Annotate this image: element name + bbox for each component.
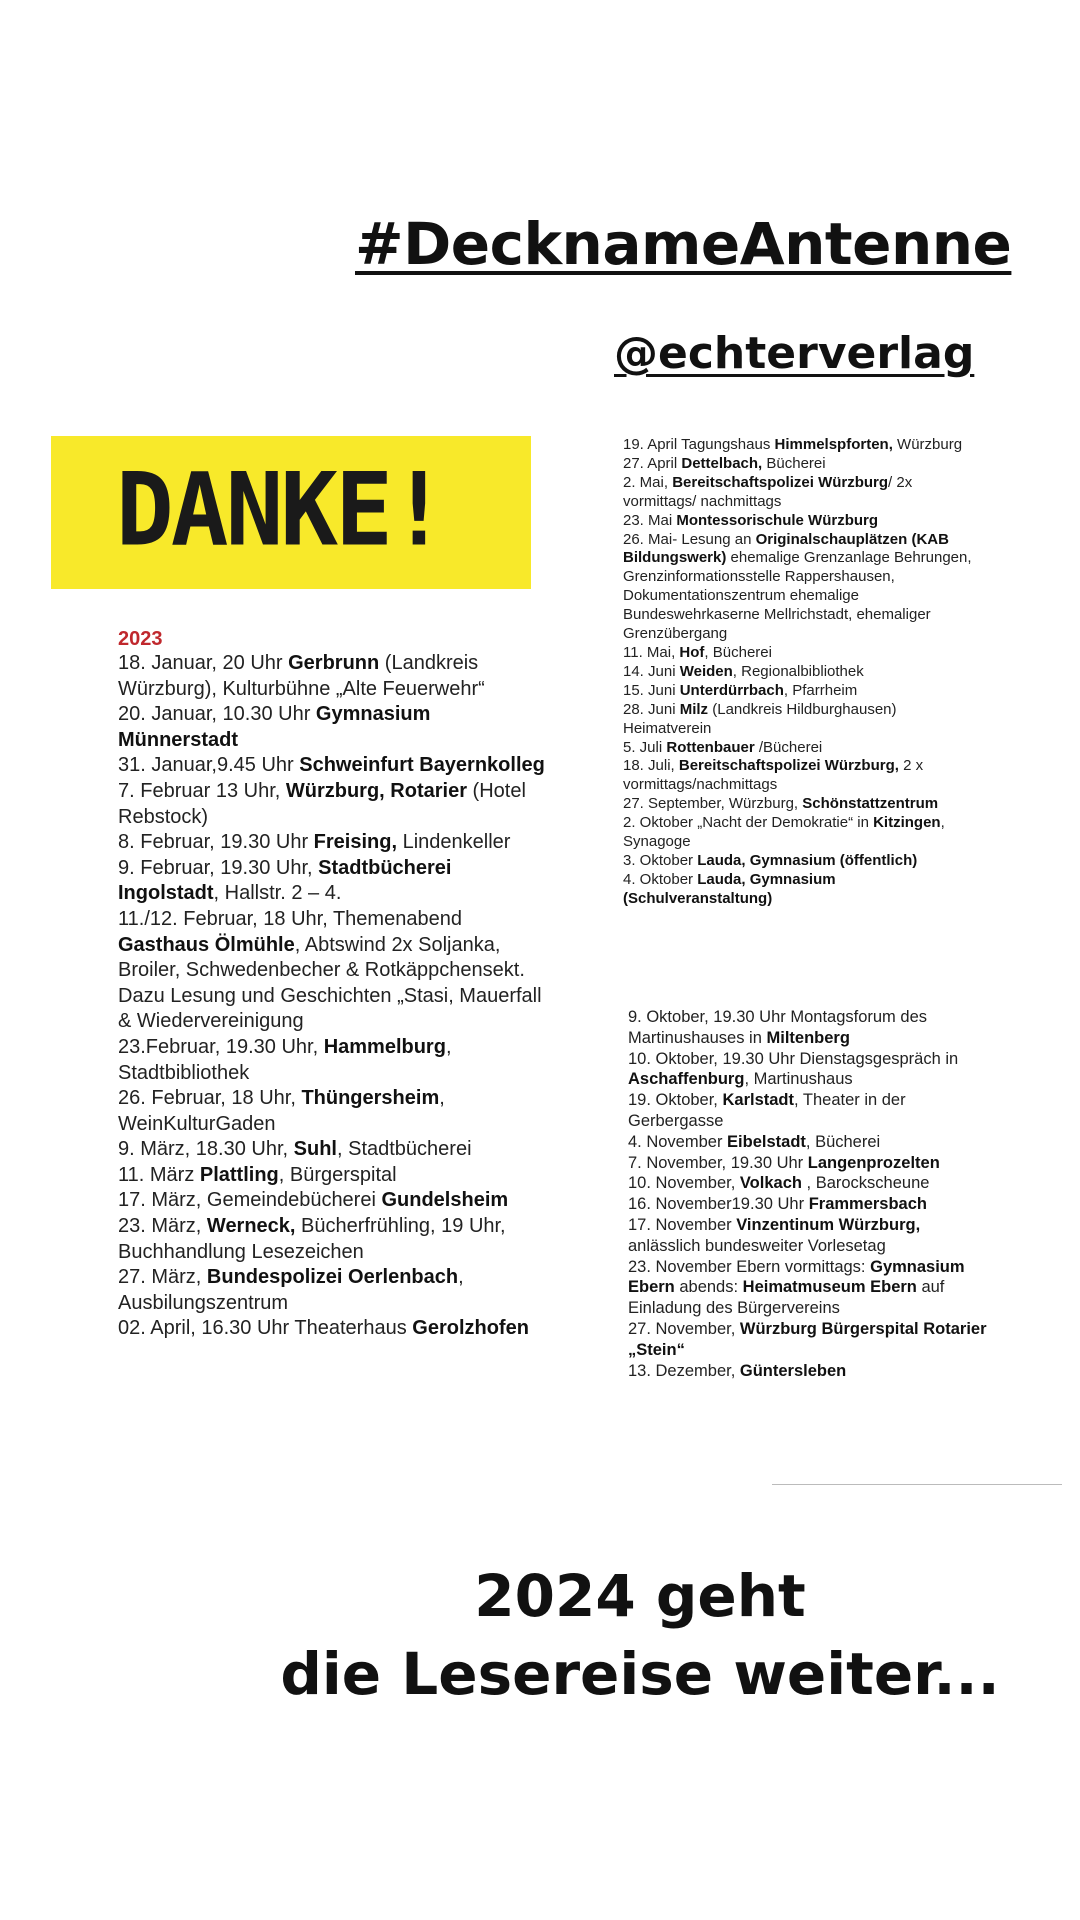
event-place: Milz	[679, 700, 709, 718]
event-place: Volkach	[739, 1174, 802, 1193]
event-entry	[623, 871, 983, 909]
event-place: Gerbrunn	[288, 652, 380, 674]
event-text: (Hotel Rebstock)	[118, 779, 526, 828]
closing-line-1: 2024 geht	[474, 1562, 806, 1630]
event-text: anlässlich bundesweiter Vorlesetag	[628, 1236, 886, 1255]
event-text: 2. Oktober „Nacht der Demokratie“ in	[623, 814, 874, 832]
event-entry	[623, 474, 983, 512]
event-entry	[118, 1137, 548, 1163]
event-entry	[623, 512, 983, 531]
event-entry	[118, 1214, 548, 1265]
event-text: 11./12. Februar, 18 Uhr, Themenabend	[118, 907, 462, 930]
event-text: 15. Juni	[623, 681, 680, 699]
event-text: , Regionalbibliothek	[732, 662, 864, 680]
event-entry	[628, 1007, 988, 1049]
event-text: Würzburg	[892, 436, 963, 453]
event-entry	[118, 1265, 548, 1316]
event-text: 19. April Tagungshaus	[623, 436, 775, 453]
event-text: 26. Februar, 18 Uhr,	[118, 1087, 302, 1110]
event-text: 27. April	[623, 454, 682, 472]
event-text: (Landkreis Würzburg), Kulturbühne „Alte Feuerwehr“	[118, 652, 485, 700]
event-entry	[118, 1035, 548, 1086]
event-text: , Bürgerspital	[278, 1163, 397, 1186]
event-entry	[118, 651, 548, 702]
event-place: Gerolzhofen	[412, 1317, 529, 1340]
event-place: Bereitschaftspolizei Würzburg	[672, 473, 889, 491]
event-text: 28. Juni	[623, 700, 680, 718]
event-text: 14. Juni	[623, 662, 680, 680]
event-place: Frammersbach	[808, 1195, 927, 1214]
event-place: Bundespolizei Oerlenbach	[206, 1266, 459, 1289]
event-place: Karlstadt	[722, 1091, 795, 1110]
event-entry	[628, 1049, 988, 1091]
event-place: Gymnasium Münnerstadt	[118, 703, 431, 751]
event-place: Miltenberg	[766, 1028, 850, 1047]
event-list-left	[118, 627, 548, 1342]
event-place: Plattling	[199, 1163, 279, 1186]
event-text: , Hallstr. 2 – 4.	[213, 882, 342, 905]
event-text: 23. März,	[118, 1215, 207, 1238]
danke-banner	[51, 436, 531, 589]
event-text: , WeinKulturGaden	[118, 1087, 445, 1135]
event-text: 23. Mai	[623, 511, 677, 529]
event-text: abends:	[674, 1278, 743, 1297]
event-entry	[118, 779, 548, 830]
account-handle[interactable]: @echterverlag	[614, 328, 975, 379]
event-text: 2. Mai,	[623, 473, 673, 491]
event-entry	[628, 1215, 988, 1257]
danke-banner-text: DANKE!	[116, 451, 445, 569]
event-text: 23.Februar, 19.30 Uhr,	[118, 1035, 324, 1058]
event-text: , Synagoge	[623, 814, 945, 851]
event-text: 20. Januar, 10.30 Uhr	[118, 703, 316, 726]
event-text: , Ausbilungszentrum	[118, 1266, 464, 1314]
closing-line-2: die Lesereise weiter...	[280, 1640, 1000, 1708]
event-text: 19. Oktober,	[628, 1091, 723, 1110]
event-text: 9. Oktober, 19.30 Uhr Montagsforum des Martinushauses in	[628, 1008, 927, 1047]
event-entry	[628, 1132, 988, 1153]
event-text: 23. November Ebern vormittags:	[628, 1257, 871, 1276]
event-place: Lauda, Gymnasium (Schulveranstaltung)	[623, 870, 836, 907]
event-place: Werneck,	[206, 1215, 296, 1238]
event-list-right-autumn	[628, 1007, 988, 1381]
event-text: 10. Oktober, 19.30 Uhr Dienstagsgespräch in	[628, 1049, 959, 1068]
event-text: , Abtswind 2x Soljanka, Broiler, Schwedenbecher & Rotkäppchensekt. Dazu Lesung und Geschichten „Stasi, Mauerfall & Wiedervereinigung	[118, 933, 542, 1033]
event-text: Bücherei	[762, 454, 826, 472]
event-text: (Landkreis Hildburghausen) Heimatverein	[623, 700, 897, 737]
event-text: 18. Januar, 20 Uhr	[118, 652, 289, 674]
event-place: Gymnasium Ebern	[628, 1257, 965, 1297]
event-text: Lindenkeller	[397, 831, 511, 854]
event-entry	[118, 1163, 548, 1189]
event-text: 7. November, 19.30 Uhr	[628, 1153, 808, 1172]
event-place: Dettelbach,	[681, 454, 763, 472]
event-entry	[628, 1194, 988, 1215]
event-entry	[118, 907, 548, 1035]
event-place: Güntersleben	[739, 1361, 847, 1380]
event-text: auf Einladung des Bürgervereins	[628, 1278, 945, 1318]
event-text: 02. April, 16.30 Uhr Theaterhaus	[118, 1317, 413, 1340]
event-place: Eibelstadt	[727, 1132, 806, 1151]
event-place: Suhl	[293, 1138, 337, 1161]
event-text: , Barockscheune	[801, 1174, 930, 1193]
event-place: Heimatmuseum Ebern	[742, 1278, 917, 1297]
event-entry	[118, 1188, 548, 1214]
event-text: 31. Januar,9.45 Uhr	[118, 754, 300, 777]
event-text: , Bücherei	[704, 643, 772, 661]
event-place: Würzburg, Rotarier	[285, 779, 467, 802]
event-place: Aschaffenburg	[628, 1070, 745, 1089]
event-place: Rottenbauer	[666, 738, 755, 756]
closing-message	[0, 1557, 1080, 1713]
event-text: 16. November19.30 Uhr	[628, 1195, 809, 1214]
event-place: Hammelburg	[323, 1035, 446, 1058]
event-place: Montessorischule Würzburg	[676, 511, 879, 529]
event-place: Thüngersheim	[301, 1087, 440, 1110]
event-place: Lauda, Gymnasium (öffentlich)	[697, 851, 918, 869]
event-place: Unterdürrbach	[679, 681, 784, 699]
hashtag-title[interactable]: #DecknameAntenne	[355, 210, 1012, 278]
event-entry	[118, 856, 548, 907]
event-text: 4. Oktober	[623, 870, 698, 888]
event-text: 27. November,	[628, 1319, 740, 1338]
event-entry	[623, 852, 983, 871]
event-text: 18. Juli,	[623, 757, 679, 775]
event-text: 3. Oktober	[623, 851, 698, 869]
event-entry	[628, 1173, 988, 1194]
event-text: 4. November	[628, 1132, 728, 1151]
event-entry	[623, 436, 983, 455]
event-entry	[623, 701, 983, 739]
event-text: 9. März, 18.30 Uhr,	[118, 1138, 294, 1161]
event-text: , Martinushaus	[744, 1070, 853, 1089]
event-entry	[118, 830, 548, 856]
event-text: 13. Dezember,	[628, 1361, 740, 1380]
event-text: 2 x vormittags/nachmittags	[623, 757, 924, 794]
event-entry	[623, 663, 983, 682]
event-place: Schönstattzentrum	[802, 795, 939, 813]
event-place: Originalschauplätzen (KAB Bildungswerk)	[623, 530, 949, 567]
event-entry	[623, 531, 983, 644]
event-place: Gasthaus Ölmühle	[118, 933, 295, 956]
event-text: 5. Juli	[623, 738, 667, 756]
event-entry	[623, 814, 983, 852]
event-entry	[623, 795, 983, 814]
event-entry	[118, 1316, 548, 1342]
event-text: 9. Februar, 19.30 Uhr,	[118, 856, 319, 879]
event-entry	[623, 644, 983, 663]
event-text: 11. März	[118, 1163, 200, 1186]
event-place: Würzburg Bürgerspital Rotarier „Stein“	[628, 1319, 987, 1359]
event-entry	[623, 739, 983, 758]
event-place: Bereitschaftspolizei Würzburg,	[678, 757, 899, 775]
event-text: 11. Mai,	[623, 643, 680, 661]
event-list-left-entries	[118, 651, 548, 1342]
event-entry	[118, 753, 548, 779]
event-place: Schweinfurt Bayernkolleg	[299, 754, 545, 777]
event-place: Himmelspforten,	[774, 436, 893, 453]
event-text: ehemalige Grenzanlage Behrungen, Grenzinformationsstelle Rappershausen, Dokumentationszentrum ehemalige Bundeswehrkaserne Mellrichstadt, ehemaliger Grenzübergang	[623, 549, 972, 643]
event-entry	[623, 455, 983, 474]
event-place: Vinzentinum Würzburg,	[736, 1215, 921, 1234]
event-entry	[623, 757, 983, 795]
event-entry	[623, 682, 983, 701]
event-text: 7. Februar 13 Uhr,	[118, 779, 286, 802]
event-text: / 2x vormittags/ nachmittags	[623, 473, 913, 510]
event-list-right	[623, 436, 983, 909]
event-entry	[628, 1090, 988, 1132]
event-text: 10. November,	[628, 1174, 740, 1193]
event-text: 26. Mai- Lesung an	[623, 530, 756, 548]
event-place: Weiden	[679, 662, 733, 680]
event-place: Hof	[679, 643, 705, 661]
event-text: 27. März,	[118, 1266, 207, 1289]
event-entry	[628, 1153, 988, 1174]
event-entry	[628, 1257, 988, 1319]
event-entry	[118, 1086, 548, 1137]
event-entry	[628, 1319, 988, 1361]
event-text: 8. Februar, 19.30 Uhr	[118, 831, 314, 854]
event-entry	[118, 702, 548, 753]
event-place: Gundelsheim	[381, 1189, 509, 1212]
event-text: /Bücherei	[754, 738, 823, 756]
event-text: , Pfarrheim	[783, 681, 858, 699]
divider	[772, 1484, 1062, 1485]
event-place: Stadtbücherei Ingolstadt	[118, 856, 452, 905]
event-text: , Theater in der Gerbergasse	[628, 1091, 906, 1130]
event-text: , Stadtbücherei	[336, 1138, 472, 1161]
event-text: 17. März, Gemeindebücherei	[118, 1189, 382, 1212]
event-text: , Stadtbibliothek	[118, 1035, 452, 1084]
event-text: 27. September, Würzburg,	[623, 795, 803, 813]
year-heading: 2023	[118, 628, 163, 650]
event-place: Kitzingen	[873, 814, 941, 832]
event-text: 17. November	[628, 1215, 737, 1234]
event-place: Langenprozelten	[807, 1153, 940, 1172]
event-text: , Bücherei	[805, 1132, 881, 1151]
event-entry	[628, 1361, 988, 1382]
event-text: Bücherfrühling, 19 Uhr, Buchhandlung Lesezeichen	[118, 1215, 506, 1263]
event-place: Freising,	[313, 831, 398, 854]
